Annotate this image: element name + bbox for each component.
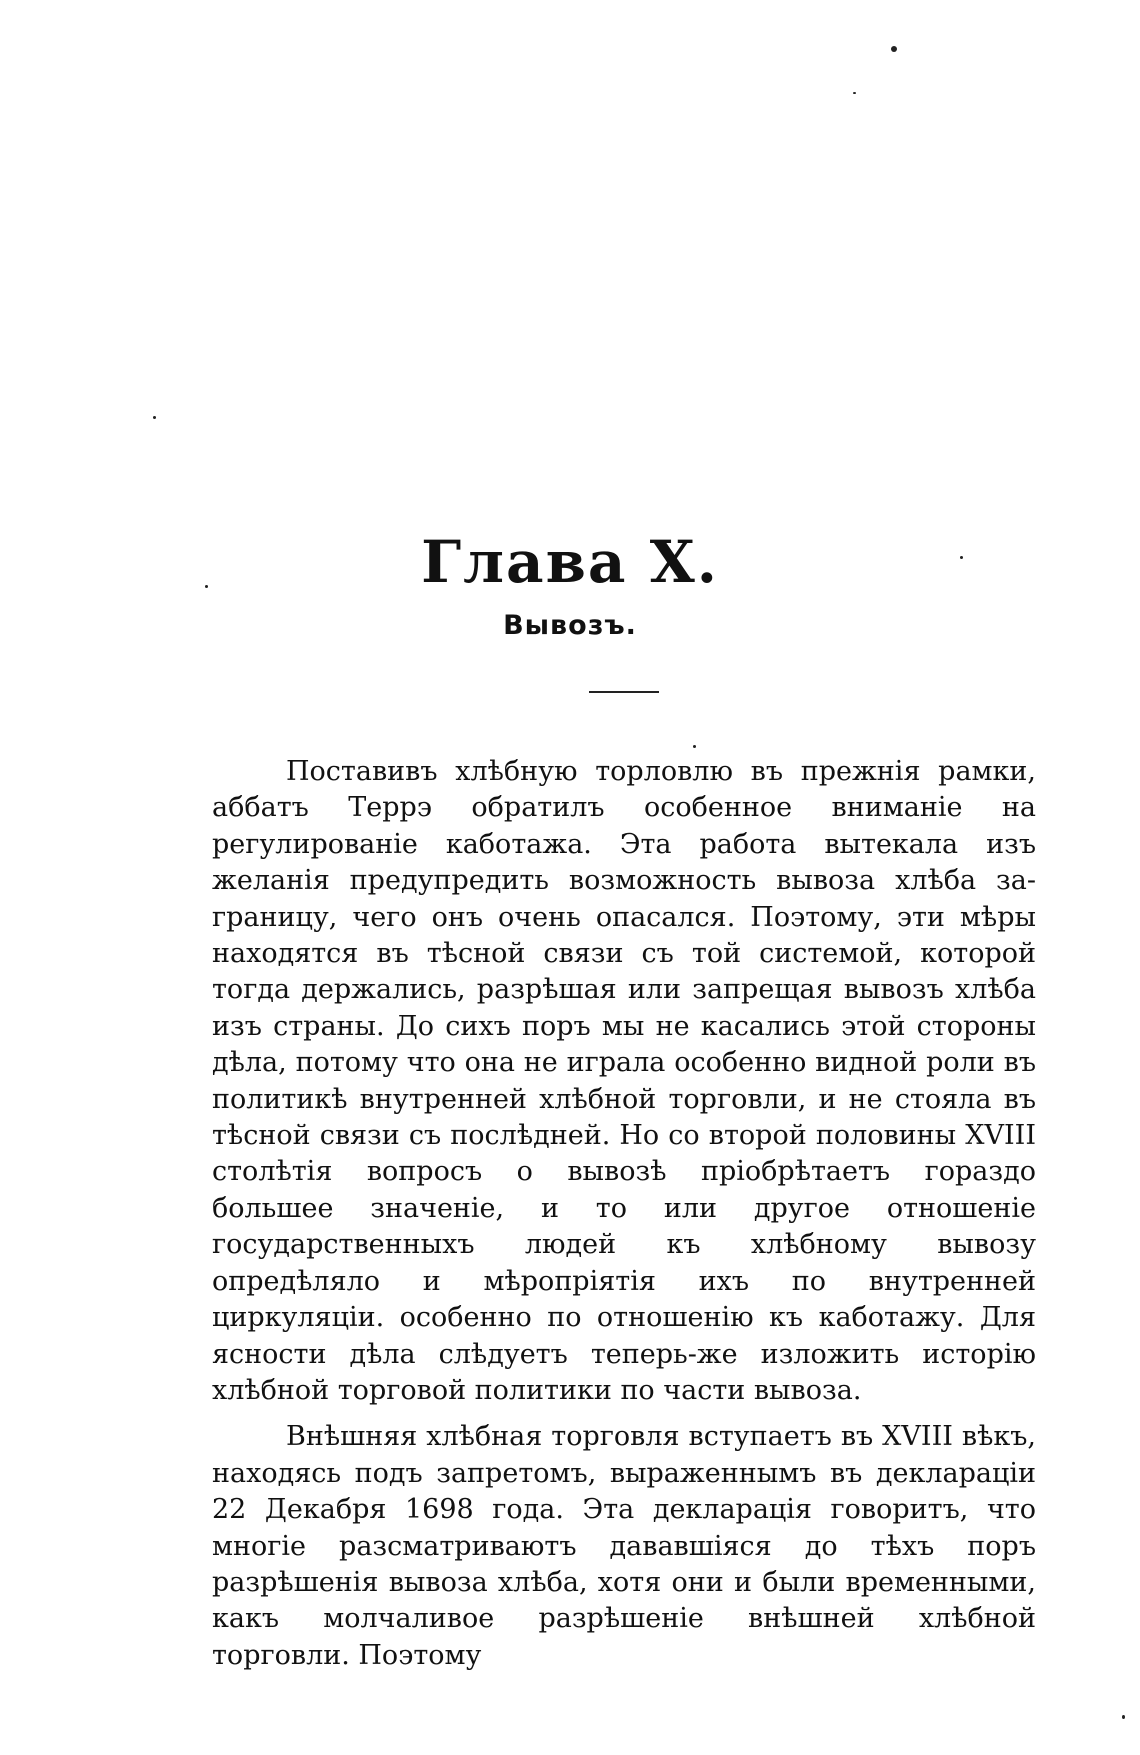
scan-speck bbox=[1122, 1715, 1125, 1719]
scan-speck bbox=[853, 92, 856, 94]
scan-speck bbox=[693, 745, 696, 748]
scan-speck bbox=[891, 46, 897, 52]
scan-speck bbox=[153, 416, 156, 419]
title-divider bbox=[589, 691, 659, 693]
body-text bbox=[212, 754, 1036, 1684]
paragraph-2: Внѣшняя хлѣбная торговля вступаетъ въ XVIII вѣкъ, находясь подъ запретомъ, выраженнымъ въ деклараціи 22 Декабря 1698 года. Эта декларація говоритъ, что многіе разсматриваютъ дававшіяся до тѣхъ поръ разрѣшенія вывоза хлѣба, хотя они и были временными, какъ молчаливое разрѣшеніе внѣшней хлѣбной торговли. Поэтому bbox=[212, 1421, 1036, 1671]
paragraph-1: Поставивъ хлѣбную торловлю въ прежнія рамки, аббатъ Террэ обратилъ особенное вниманіе на регулированіе каботажа. Эта работа вытекала изъ желанія предупредить возможность вывоза хлѣба за-границу, чего онъ очень опасался. Поэтому, эти мѣры находятся въ тѣсной связи съ той системой, которой тогда держались, разрѣшая или запрещая вывозъ хлѣба изъ страны. До сихъ поръ мы не касались этой стороны дѣла, потому что она не играла особенно видной роли въ политикѣ внутренней хлѣбной торговли, и не стояла въ тѣсной связи съ послѣдней. Но со второй половины XVIII столѣтія вопросъ о вывозѣ пріобрѣтаетъ гораздо большее значеніе, и то или другое отношеніе государственныхъ людей къ хлѣбному вывозу опредѣляло и мѣропріятія ихъ по внутренней циркуляціи. особенно по отношенію къ каботажу. Для ясности дѣла слѣдуетъ теперь-же изложить исторію хлѣбной торговой политики по части вывоза. bbox=[212, 756, 1036, 1406]
chapter-subtitle: Вывозъ. bbox=[503, 610, 637, 641]
chapter-title: Глава X. bbox=[421, 527, 719, 596]
